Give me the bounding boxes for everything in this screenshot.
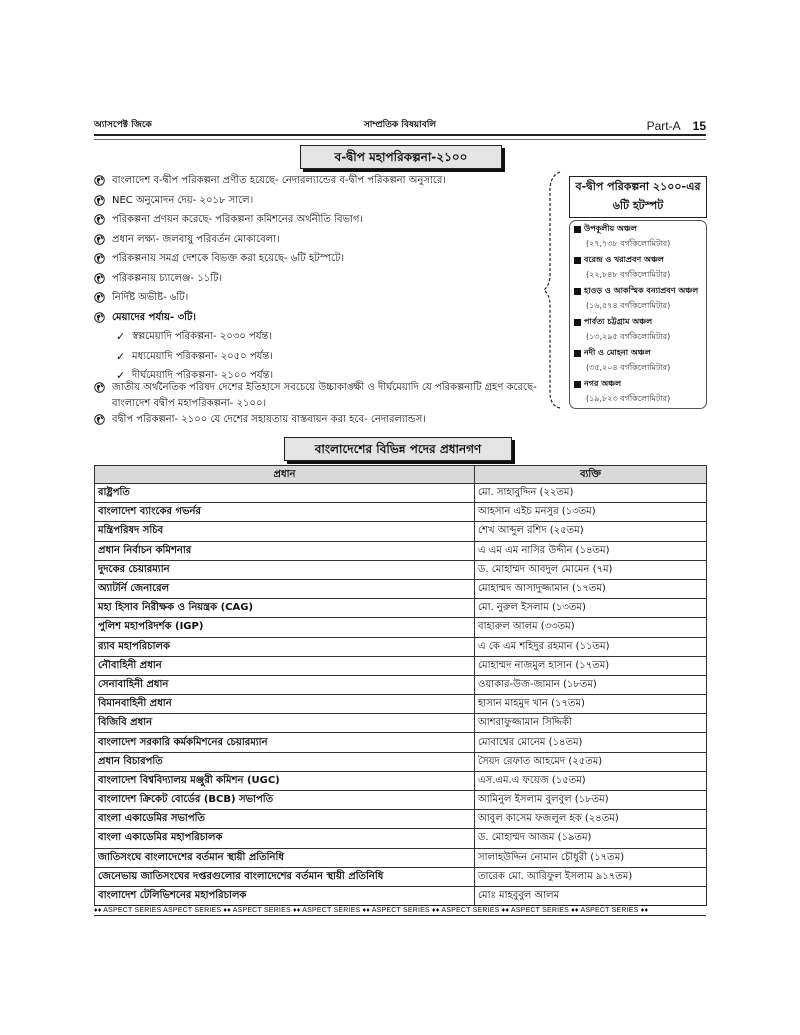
cell-person: মো. সাহাবুদ্দিন (২২তম) (475, 484, 707, 503)
cell-post: বিমানবাহিনী প্রধান (95, 695, 475, 714)
globe-icon (94, 312, 105, 323)
table-row (95, 637, 707, 656)
cell-person: আহসান এইচ মনসুর (১৩তম) (475, 503, 707, 522)
cell-person: মোবাশ্বের মোনেম (১৪তম) (475, 733, 707, 752)
globe-icon (94, 234, 105, 245)
globe-icon (94, 292, 105, 303)
globe-icon (94, 253, 105, 264)
cell-person: বাহারুল আলম (৩৩তম) (475, 618, 707, 637)
table-row (95, 579, 707, 598)
globe-icon (94, 175, 105, 186)
column-header-person: ব্যক্তি (475, 466, 707, 484)
globe-icon (94, 214, 105, 225)
bullet-text: প্রধান লক্ষ্য- জলবায়ু পরিবর্তন মোকাবেলা। (112, 233, 280, 245)
cell-post: র‍্যাব মহাপরিচালক (95, 637, 475, 656)
bullet-text: মেয়াদের পর্যায়- ৩টি। (112, 311, 197, 323)
page-number: 15 (692, 119, 706, 133)
bullet-item (94, 173, 534, 193)
hotspot-item (570, 314, 706, 345)
hotspot-item (570, 221, 706, 252)
column-header-post: প্রধান (95, 466, 475, 484)
cell-post: বাংলাদেশ সরকারি কর্মকমিশনের চেয়ারম্যান (95, 733, 475, 752)
cell-person: সালাহউদ্দিন নোমান চৌধুরী (১৭তম) (475, 848, 707, 867)
cell-person: ড. মোহাম্মদ আবদুল মোমেন (৭ম) (475, 560, 707, 579)
section-title-delta-plan: ব-দ্বীপ মহাপরিকল্পনা-২১০০ (300, 145, 502, 169)
table-row (95, 752, 707, 771)
hotspot-item (570, 345, 706, 376)
check-icon: ✓ (116, 330, 126, 343)
sub-bullet-text: স্বল্পমেয়াদি পরিকল্পনা- ২০৩০ পর্যন্ত। (132, 331, 273, 342)
leaders-table (94, 465, 707, 906)
hotspot-area: (৩৫,২০৪ বর্গকিলোমিটার) (586, 363, 671, 372)
cell-post: পুলিশ মহাপরিদর্শক (IGP) (95, 618, 475, 637)
cell-person: আশরাফুজ্জামান সিদ্দিকী (475, 714, 707, 733)
check-icon: ✓ (116, 349, 126, 363)
table-row (95, 867, 707, 886)
bullet-text: পরিকল্পনায় চ্যালেঞ্জ- ১১টি। (112, 272, 223, 284)
square-bullet-icon (574, 381, 581, 388)
bullet-item (94, 290, 534, 310)
cell-post: রাষ্ট্রপতি (95, 484, 475, 503)
cell-person: তারেক মো. আরিফুল ইসলাম ৯১৭তম) (475, 867, 707, 886)
bullet-item (94, 193, 534, 213)
cell-post: বাংলা একাডেমির মহাপরিচালক (95, 829, 475, 848)
cell-person: মোহাম্মদ আসাদুজ্জামান (১৭তম) (475, 579, 707, 598)
table-row (95, 886, 707, 905)
cell-person: ওয়াকার-উজ-জামান (১৮তম) (475, 675, 707, 694)
cell-person: হাসান মাহমুদ খান (১৭তম) (475, 695, 707, 714)
cell-post: নৌবাহিনী প্রধান (95, 656, 475, 675)
table-row (95, 829, 707, 848)
table-row (95, 771, 707, 790)
cell-post: জেনেভায় জাতিসংঘের দপ্তরগুলোর বাংলাদেশের বর্তমান স্থায়ী প্রতিনিধি (95, 867, 475, 886)
table-row (95, 541, 707, 560)
cell-post: বাংলাদেশ টেলিভিশনের মহাপরিচালক (95, 886, 475, 905)
cell-post: জাতিসংঘে বাংলাদেশের বর্তমান স্থায়ী প্রতিনিধি (95, 848, 475, 867)
header-chapter-title: সাম্প্রতিক বিষয়াবলি (363, 120, 437, 130)
bullet-item (94, 212, 534, 232)
cell-post: মহা হিসাব নিরীক্ষক ও নিয়ন্ত্রক (CAG) (95, 599, 475, 618)
table-row (95, 810, 707, 829)
cell-post: সেনাবাহিনী প্রধান (95, 675, 475, 694)
cell-person: এ এম এম নাসির উদ্দীন (১৪তম) (475, 541, 707, 560)
cell-person: সৈয়দ রেফাত আহমেদ (২৫তম) (475, 752, 707, 771)
hotspot-name: উপকূলীয় অঞ্চল (584, 224, 637, 233)
hotspot-name: হাওড় ও আকস্মিক বন্যাপ্রবণ অঞ্চল (584, 286, 699, 295)
bullet-text: জাতীয় অর্থনৈতিক পরিষদ দেশের ইতিহাসে সবচেয়ে উচ্চাকাঙ্ক্ষী ও দীর্ঘমেয়াদি যে পরিকল্পনাটি গ্রহণ করেছে- বাংলাদেশ বদ্বীপ মহাপরিকল্পনা- ২১০০। (112, 382, 537, 409)
header-book-title: অ্যাসপেক্ট জিকে (94, 120, 152, 130)
bullet-text: নির্দিষ্ট অভীষ্ট- ৬টি। (112, 292, 189, 303)
cell-person: ড. মোহাম্মদ আজম (১৯তম) (475, 829, 707, 848)
table-row (95, 733, 707, 752)
footer-series-banner: ♦♦ ASPECT SERIES ASPECT SERIES ♦♦ ASPECT SERIES ♦♦ ASPECT SERIES ♦♦ ASPECT SERIES ♦♦ ASPECT SERIES ♦♦ ASPECT SERIES ♦♦ ASPECT SERIES ♦♦ (94, 905, 706, 916)
header-divider (94, 139, 706, 140)
table-row (95, 714, 707, 733)
delta-plan-bullets (94, 173, 534, 388)
bullet-item (94, 412, 706, 432)
cell-post: প্রধান বিচারপতি (95, 752, 475, 771)
sub-bullet-item (94, 329, 534, 349)
square-bullet-icon (574, 226, 581, 233)
bullet-text: পরিকল্পনা প্রণয়ন করেছে- পরিকল্পনা কমিশনের অর্থনীতি বিভাগ। (112, 214, 364, 225)
globe-icon (94, 195, 105, 206)
hotspot-name: নগর অঞ্চল (584, 379, 622, 388)
cell-post: দুদকের চেয়ারম্যান (95, 560, 475, 579)
check-icon: ✓ (116, 369, 126, 382)
square-bullet-icon (574, 350, 581, 357)
sub-bullet-text: মধ্যমেয়াদি পরিকল্পনা- ২০৫০ পর্যন্ত। (132, 350, 273, 362)
cell-person: মো. নুরুল ইসলাম (১৩তম) (475, 599, 707, 618)
cell-post: মন্ত্রিপরিষদ সচিব (95, 522, 475, 541)
globe-icon (94, 414, 105, 425)
bullet-text: পরিকল্পনায় সমগ্র দেশকে বিভক্ত করা হয়েছে- ৬টি হটস্পটে। (112, 253, 345, 264)
part-label: Part-A (646, 119, 681, 133)
cell-post: বাংলাদেশ ব্যাংকের গভর্নর (95, 503, 475, 522)
table-row (95, 560, 707, 579)
hotspot-area: (১৬,৫৭৪ বর্গকিলোমিটার) (586, 301, 671, 310)
hotspots-list (569, 220, 707, 409)
table-row (95, 656, 707, 675)
cell-person: এ কে এম শহিদুর রহমান (১১তম) (475, 637, 707, 656)
sub-bullet-text: দীর্ঘমেয়াদি পরিকল্পনা- ২১০০ পর্যন্ত। (132, 370, 274, 381)
cell-person: আবুল কাসেম ফজলুল হক (২৪তম) (475, 810, 707, 829)
hotspot-item (570, 252, 706, 283)
cell-post: বাংলাদেশ বিশ্ববিদ্যালয় মঞ্জুরী কমিশন (UGC) (95, 771, 475, 790)
table-row (95, 675, 707, 694)
section-title-leaders: বাংলাদেশের বিভিন্ন পদের প্রধানগণ (284, 437, 512, 461)
header-part (546, 119, 706, 134)
bullet-item (94, 251, 534, 271)
bullet-item (94, 271, 534, 291)
bullet-item (94, 232, 534, 252)
hotspot-item (570, 283, 706, 314)
table-header-row (95, 466, 707, 484)
cell-person: আমিনুল ইসলাম বুলবুল (১৮তম) (475, 791, 707, 810)
bullet-text: বদ্বীপ পরিকল্পনা- ২১০০ যে দেশের সহায়তায় বাস্তবায়ন করা হবে- নেদারল্যান্ডস। (112, 414, 426, 425)
bullet-item (94, 380, 552, 412)
table-row (95, 503, 707, 522)
globe-icon (94, 382, 105, 393)
table-row (95, 848, 707, 867)
table-row (95, 599, 707, 618)
page-header (94, 116, 706, 136)
table-row (95, 522, 707, 541)
bullet-item-term-phases (94, 310, 534, 330)
cell-person: এস.এম.এ ফয়েজ (১৫তম) (475, 771, 707, 790)
square-bullet-icon (574, 257, 581, 264)
leaders-table-body (95, 484, 707, 906)
hotspot-name: বরেন্দ্র ও খরাপ্রবণ অঞ্চল (584, 255, 664, 264)
hotspots-title: ব-দ্বীপ পরিকল্পনা ২১০০-এর ৬টি হটস্পট (569, 176, 707, 218)
cell-post: বাংলাদেশ ক্রিকেট বোর্ডের (BCB) সভাপতি (95, 791, 475, 810)
cell-post: প্রধান নির্বাচন কমিশনার (95, 541, 475, 560)
cell-person: শেখ আব্দুল রশিদ (২৫তম) (475, 522, 707, 541)
hotspot-item (570, 376, 706, 407)
cell-person: মোঃ মাহবুবুল আলম (475, 886, 707, 905)
cell-person: মোহাম্মদ নাজমুল হাসান (১৭তম) (475, 656, 707, 675)
hotspot-area: (২৭,৭৩৮ বর্গকিলোমিটার) (586, 239, 671, 248)
cell-post: বিজিবি প্রধান (95, 714, 475, 733)
table-row (95, 791, 707, 810)
hotspot-name: পার্বত্য চট্টগ্রাম অঞ্চল (584, 317, 653, 326)
hotspot-area: (১৯,৮২৩ বর্গকিলোমিটার) (586, 394, 671, 403)
cell-post: বাংলা একাডেমির সভাপতি (95, 810, 475, 829)
bullet-text: বাংলাদেশ ব-দ্বীপ পরিকল্পনা প্রণীত হয়েছে- নেদারল্যান্ডের ব-দ্বীপ পরিকল্পনা অনুসারে। (112, 175, 446, 186)
table-row (95, 695, 707, 714)
square-bullet-icon (574, 319, 581, 326)
hotspot-area: (২২,৮৪৮ বর্গকিলোমিটার) (586, 270, 671, 279)
table-row (95, 618, 707, 637)
bullet-text: NEC অনুমোদন দেয়- ২০১৮ সালে। (112, 194, 254, 206)
cell-post: অ্যাটর্নি জেনারেল (95, 579, 475, 598)
square-bullet-icon (574, 288, 581, 295)
table-row (95, 484, 707, 503)
dashed-brace (542, 170, 562, 410)
hotspot-area: (১৩,২৯৫ বর্গকিলোমিটার) (586, 332, 671, 341)
hotspot-name: নদী ও মোহনা অঞ্চল (584, 348, 651, 357)
sub-bullet-item (94, 349, 534, 369)
globe-icon (94, 273, 105, 284)
page (94, 0, 706, 1035)
